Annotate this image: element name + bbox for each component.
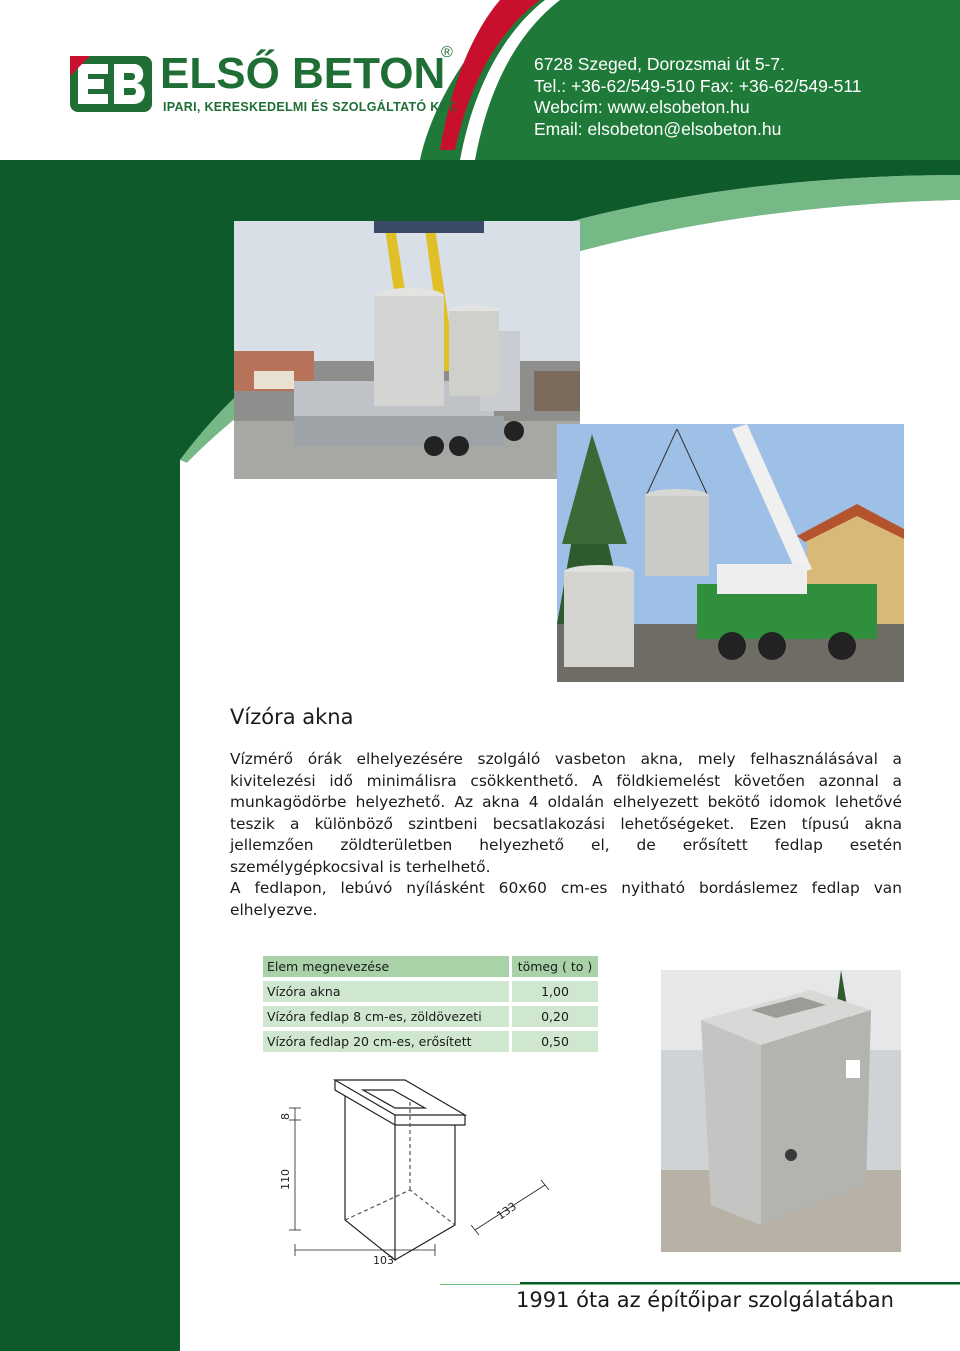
product-title: Vízóra akna (230, 705, 354, 729)
contact-address: 6728 Szeged, Dorozsmai út 5-7. (534, 54, 785, 74)
photo-truck-with-shafts (234, 221, 580, 479)
company-subtitle: IPARI, KERESKEDELMI ÉS SZOLGÁLTATÓ KFT. (163, 100, 458, 114)
left-green-band (0, 160, 180, 1351)
table-header-weight: tömeg ( to ) (509, 956, 598, 977)
company-name: ELSŐ BETON (160, 49, 446, 98)
product-description (230, 749, 902, 921)
footer-line-light (440, 1284, 960, 1285)
table-cell-weight: 0,50 (509, 1031, 598, 1052)
description-paragraph-1: Vízmérő órák elhelyezésére szolgáló vasbeton akna, mely felhasználásával a kivitelezési idő minimálisra csökkenthető. A földkiemelést követően azonnal a munkagödörbe helyezhető. Az akna 4 oldalán elhelyezett bekötő idomok lehetővé teszik a különböző szintbeni becsatlakozási lehetőségeket. Ezen típusú akna jellemzően zöldterületben helyezhető el, de erősített fedlap esetén személygépkocsival is terhelhető. (230, 750, 902, 876)
technical-drawing (275, 1060, 565, 1280)
company-slogan: 1991 óta az építőipar szolgálatában (516, 1288, 894, 1312)
table-row (263, 1006, 598, 1027)
dim-height-label: 110 (279, 1169, 292, 1190)
box-top-face (335, 1080, 465, 1115)
weight-table (263, 952, 598, 1056)
table-cell-name: Vízóra fedlap 8 cm-es, zöldövezeti (263, 1006, 509, 1027)
logo-monogram-icon (70, 56, 152, 112)
box-body (345, 1096, 455, 1260)
registered-mark: ® (441, 44, 453, 61)
table-cell-weight: 1,00 (509, 981, 598, 1002)
table-header-row (263, 956, 598, 977)
table-cell-weight: 0,20 (509, 1006, 598, 1027)
box-lid-opening (363, 1090, 425, 1108)
table-row (263, 1031, 598, 1052)
dim-width-label: 103 (373, 1254, 394, 1267)
contact-email: Email: elsobeton@elsobeton.hu (534, 118, 782, 139)
dim-depth-label: 133 (494, 1199, 519, 1223)
contact-phone: Tel.: +36-62/549-510 Fax: +36-62/549-511 (534, 75, 862, 96)
table-cell-name: Vízóra fedlap 20 cm-es, erősített (263, 1031, 509, 1052)
contact-web: Webcím: www.elsobeton.hu (534, 97, 750, 117)
contact-block (534, 54, 862, 140)
table-header-name: Elem megnevezése (263, 956, 509, 977)
box-hidden-edges (345, 1100, 455, 1225)
footer-line-dark (520, 1282, 960, 1284)
box-lid-side (395, 1115, 465, 1125)
table-row (263, 981, 598, 1002)
dim-lid-label: 8 (279, 1113, 292, 1120)
table-cell-name: Vízóra akna (263, 981, 509, 1002)
photo-crane-lifting-shaft (557, 424, 904, 682)
photo-water-meter-shaft (661, 970, 901, 1252)
description-paragraph-2: A fedlapon, lebúvó nyílásként 60x60 cm-es nyitható bordáslemez fedlap van elhelyezve. (230, 879, 902, 919)
